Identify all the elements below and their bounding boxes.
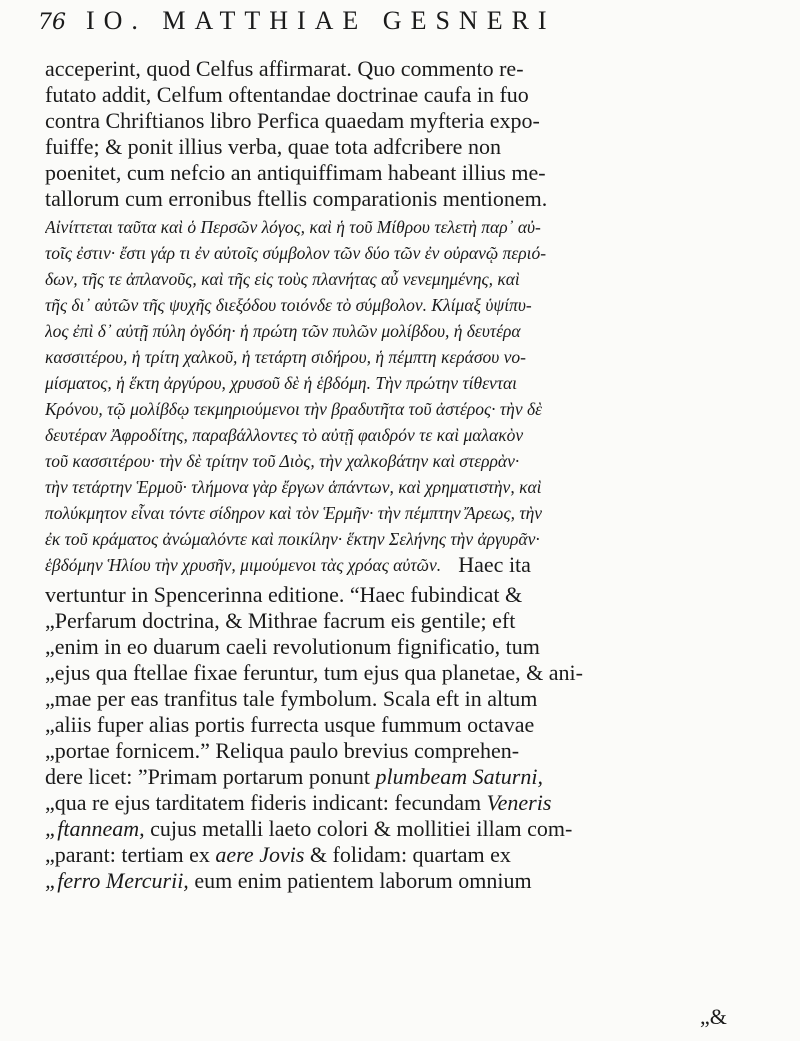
greek-line: τῆς δι᾽ αὐτῶν τῆς ψυχῆς διεξόδου τοιόνδε τὸ σύμβολον. Κλίμαξ ὑψίπυ- [45, 295, 532, 315]
latin-resume: Haec ita [458, 552, 531, 577]
text-line: „enim in eo duarum caeli revolutionum fignificatio, tum [45, 634, 540, 659]
italic-span: „ferro Mercurii, [45, 868, 189, 893]
text-line [45, 790, 770, 816]
greek-line: ἑβδόμην Ἡλίου τὴν χρυσῆν, μιμούμενοι τὰς χρόας αὐτῶν. [45, 555, 442, 575]
greek-line: δων, τῆς τε ἀπλανοῦς, καὶ τῆς εἰς τοὺς πλανήτας αὖ νενεμημένης, καὶ [45, 269, 520, 289]
italic-span: „ftanneam, [45, 816, 145, 841]
text-line [45, 764, 770, 790]
greek-line: κασσιτέρου, ἡ τρίτη χαλκοῦ, ἡ τετάρτη σιδήρου, ἡ πέμπτη κεράσου νο- [45, 347, 526, 367]
text-line: „portae fornicem.” Reliqua paulo brevius comprehen- [45, 738, 520, 763]
text-line: acceperint, quod Celfus affirmarat. Quo commento re- [45, 56, 524, 81]
italic-span: plumbeam Saturni, [375, 764, 543, 789]
catchword: „& [700, 1004, 727, 1029]
text-span: dere licet: ”Primam portarum ponunt [45, 764, 376, 789]
running-title: IO. MATTHIAE GESNERI [86, 6, 556, 35]
text-line: tallorum cum erronibus ftellis comparationis mentionem. [45, 186, 548, 211]
body-text [45, 56, 770, 894]
text-line: „mae per eas tranfitus tale fymbolum. Scala eft in altum [45, 686, 538, 711]
greek-line: τὴν τετάρτην Ἑρμοῦ· τλήμονα γὰρ ἔργων ἁπάντων, καὶ χρηματιστὴν, καὶ [45, 477, 542, 497]
text-line: „Perfarum doctrina, & Mithrae facrum eis gentile; eft [45, 608, 516, 633]
text-span: „parant: tertiam ex [45, 842, 216, 867]
greek-line: ἐκ τοῦ κράματος ἀνώμαλόντε καὶ ποικίλην· ἕκτην Σελήνης τὴν ἀργυρᾶν· [45, 529, 540, 549]
text-line: „ejus qua ftellae fixae feruntur, tum ejus qua planetae, & ani- [45, 660, 583, 685]
italic-span: Veneris [486, 790, 552, 815]
text-line: poenitet, cum nefcio an antiquiffimam habeant illius me- [45, 160, 546, 185]
text-line [45, 816, 770, 842]
text-line: vertuntur in Spencerinna editione. “Haec fubindicat & [45, 582, 523, 607]
latin-paragraph [45, 56, 770, 212]
greek-line: τοῖς ἐστιν· ἔστι γάρ τι ἐν αὐτοῖς σύμβολον τῶν δύο τῶν ἐν οὐρανῷ περιό- [45, 243, 547, 263]
text-line [45, 842, 770, 868]
greek-line: Αἰνίττεται ταῦτα καὶ ὁ Περσῶν λόγος, καὶ ἡ τοῦ Μίθρου τελετὴ παρ᾽ αὐ- [45, 217, 541, 237]
text-span: eum enim patientem laborum omnium [188, 868, 532, 893]
greek-line: μίσματος, ἡ ἕκτη ἀργύρου, χρυσοῦ δὲ ἡ ἑβδόμη. Τὴν πρώτην τίθενται [45, 373, 518, 393]
text-line: futato addit, Celfum oftentandae doctrinae caufa in fuo [45, 82, 529, 107]
text-line [45, 868, 770, 894]
greek-line: τοῦ κασσιτέρου· τὴν δὲ τρίτην τοῦ Διὸς, τὴν χαλκοβάτην καὶ στερρὰν· [45, 451, 520, 471]
running-head [38, 6, 768, 46]
page-number: 76 [38, 10, 66, 35]
text-span: „qua re ejus tarditatem fideris indicant: fecundam [45, 790, 487, 815]
text-line: contra Chriftianos libro Perfica quaedam myfteria expo- [45, 108, 540, 133]
text-span: & folidam: quartam ex [304, 842, 511, 867]
latin-translation [45, 582, 770, 894]
greek-line: λος ἐπὶ δ᾽ αὐτῇ πύλη ὀγδόη· ἡ πρώτη τῶν πυλῶν μολίβδου, ἡ δευτέρα [45, 321, 521, 341]
text-line: „aliis fuper alias portis furrecta usque fummum octavae [45, 712, 535, 737]
text-span: cujus metalli laeto colori & mollitiei illam com- [144, 816, 573, 841]
greek-quotation [45, 214, 770, 582]
greek-line: δευτέραν Ἀφροδίτης, παραβάλλοντες τὸ αὐτῇ φαιδρόν τε καὶ μαλακὸν [45, 425, 524, 445]
greek-line: πολύκμητον εἶναι τόντε σίδηρον καὶ τὸν Ἑρμῆν· τὴν πέμπτην Ἄρεως, τὴν [45, 503, 543, 523]
text-line: fuiffe; & ponit illius verba, quae tota adfcribere non [45, 134, 501, 159]
italic-span: aere Jovis [215, 842, 305, 867]
greek-line: Κρόνου, τῷ μολίβδῳ τεκμηριούμενοι τὴν βραδυτῆτα τοῦ ἀστέρος· τὴν δὲ [45, 399, 543, 419]
